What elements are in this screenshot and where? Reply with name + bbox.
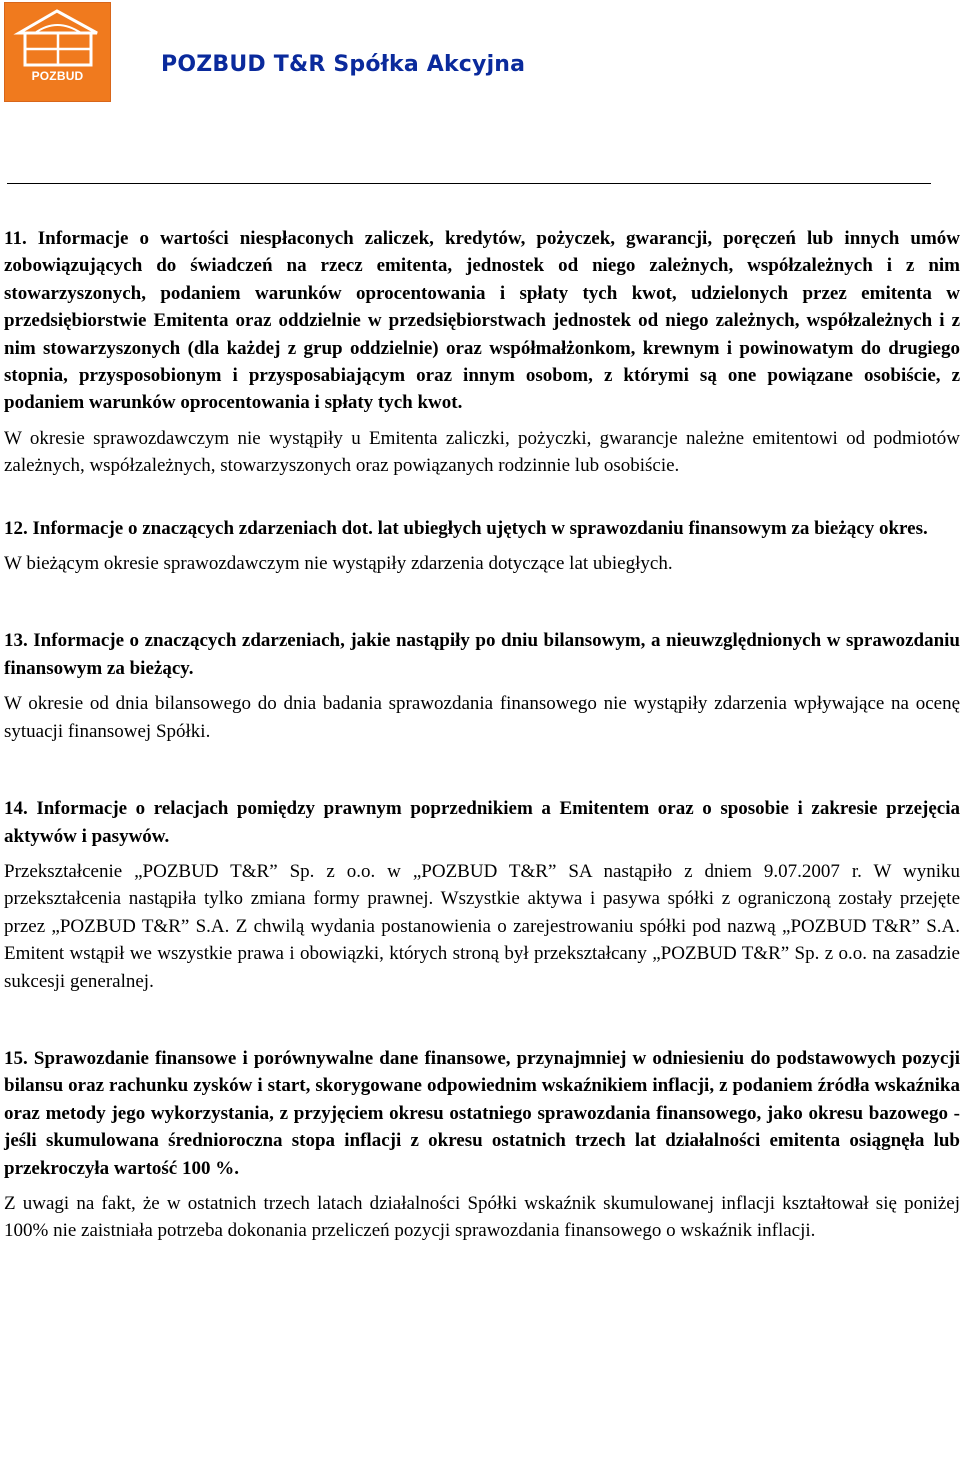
section-11-body: W okresie sprawozdawczym nie wystąpiły u Emitenta zaliczki, pożyczki, gwarancje należne emitentowi od podmiotów zależnych, współzależnych, stowarzyszonych oraz powiązanych rodzinnie lub osobiście. (4, 427, 960, 477)
page-header (0, 0, 960, 200)
document-body (4, 225, 960, 1245)
section-13-title: 13. Informacje o znaczących zdarzeniach, jakie nastąpiły po dniu bilansowym, a nieuwzględnionych w sprawozdaniu finansowym za bieżący. (4, 630, 960, 679)
section-11-title: 11. Informacje o wartości niespłaconych zaliczek, kredytów, pożyczek, gwarancji, poręczeń lub innych umów zobowiązujących do świadczeń na rzecz emitenta, jednostek od niego zależnych, współzależnych i z nim stowarzyszonych, podaniem warunków oprocentowania i spłaty tych kwot, udzielonych przez emitenta w przedsiębiorstwie Emitenta oraz oddzielnie w przedsiębiorstwach jednostek od niego zależnych, współzależnych i z nim stowarzyszonych (dla każdej z grup oddzielnie) oraz współmałżonkom, krewnym i powinowatym do drugiego stopnia, przysposobionym i przysposabiającym oraz innym osobom, z którymi są one powiązane osobiście, z podaniem warunków oprocentowania i spłaty tych kwot. (4, 228, 960, 414)
section-15-body: Z uwagi na fakt, że w ostatnich trzech latach działalności Spółki wskaźnik skumulowanej inflacji kształtował się poniżej 100% nie zaistniała potrzeba dokonania przeliczeń pozycji sprawozdania finansowego o wskaźnik inflacji. (4, 1192, 960, 1242)
company-logo (4, 2, 111, 102)
logo-text: POZBUD (31, 69, 84, 83)
section-12-body: W bieżącym okresie sprawozdawczym nie wystąpiły zdarzenia dotyczące lat ubiegłych. (4, 553, 673, 575)
header-divider (7, 183, 931, 184)
section-12-title: 12. Informacje o znaczących zdarzeniach dot. lat ubiegłych ujętych w sprawozdaniu finansowym za bieżący okres. (4, 517, 928, 539)
section-14-body: Przekształcenie „POZBUD T&R” Sp. z o.o. w „POZBUD T&R” SA nastąpiło z dniem 9.07.2007 r. W wyniku przekształcenia nastąpiła tylko zmiana formy prawnej. Wszystkie aktywa i pasywa spółki z ograniczoną zostały przejęte przez „POZBUD T&R” S.A. Z chwilą wydania postanowienia o zarejestrowaniu spółki pod nazwą „POZBUD T&R” S.A. Emitent wstąpił we wszystkie prawa i obowiązki, których stroną był przekształcany „POZBUD T&R” Sp. z o.o. na zasadzie sukcesji generalnej. (4, 860, 960, 992)
section-13-body: W okresie od dnia bilansowego do dnia badania sprawozdania finansowego nie wystąpiły zdarzenia wpływające na ocenę sytuacji finansowej Spółki. (4, 693, 960, 742)
window-house-icon (5, 3, 110, 101)
company-name: POZBUD T&R Spółka Akcyjna (161, 52, 526, 77)
section-15-title: 15. Sprawozdanie finansowe i porównywalne dane finansowe, przynajmniej w odniesieniu do podstawowych pozycji bilansu oraz rachunku zysków i start, skorygowane odpowiednim wskaźnikiem inflacji, z podaniem źródła wskaźnika oraz metody jego wykorzystania, z przyjęciem okresu ostatniego sprawozdania finansowego, jako okresu bazowego - jeśli skumulowana średnioroczna stopa inflacji z okresu ostatnich trzech lat działalności emitenta osiągnęła lub przekroczyła wartość 100 %. (4, 1047, 960, 1179)
section-14-title: 14. Informacje o relacjach pomiędzy prawnym poprzednikiem a Emitentem oraz o sposobie i zakresie przejęcia aktywów i pasywów. (4, 798, 960, 847)
